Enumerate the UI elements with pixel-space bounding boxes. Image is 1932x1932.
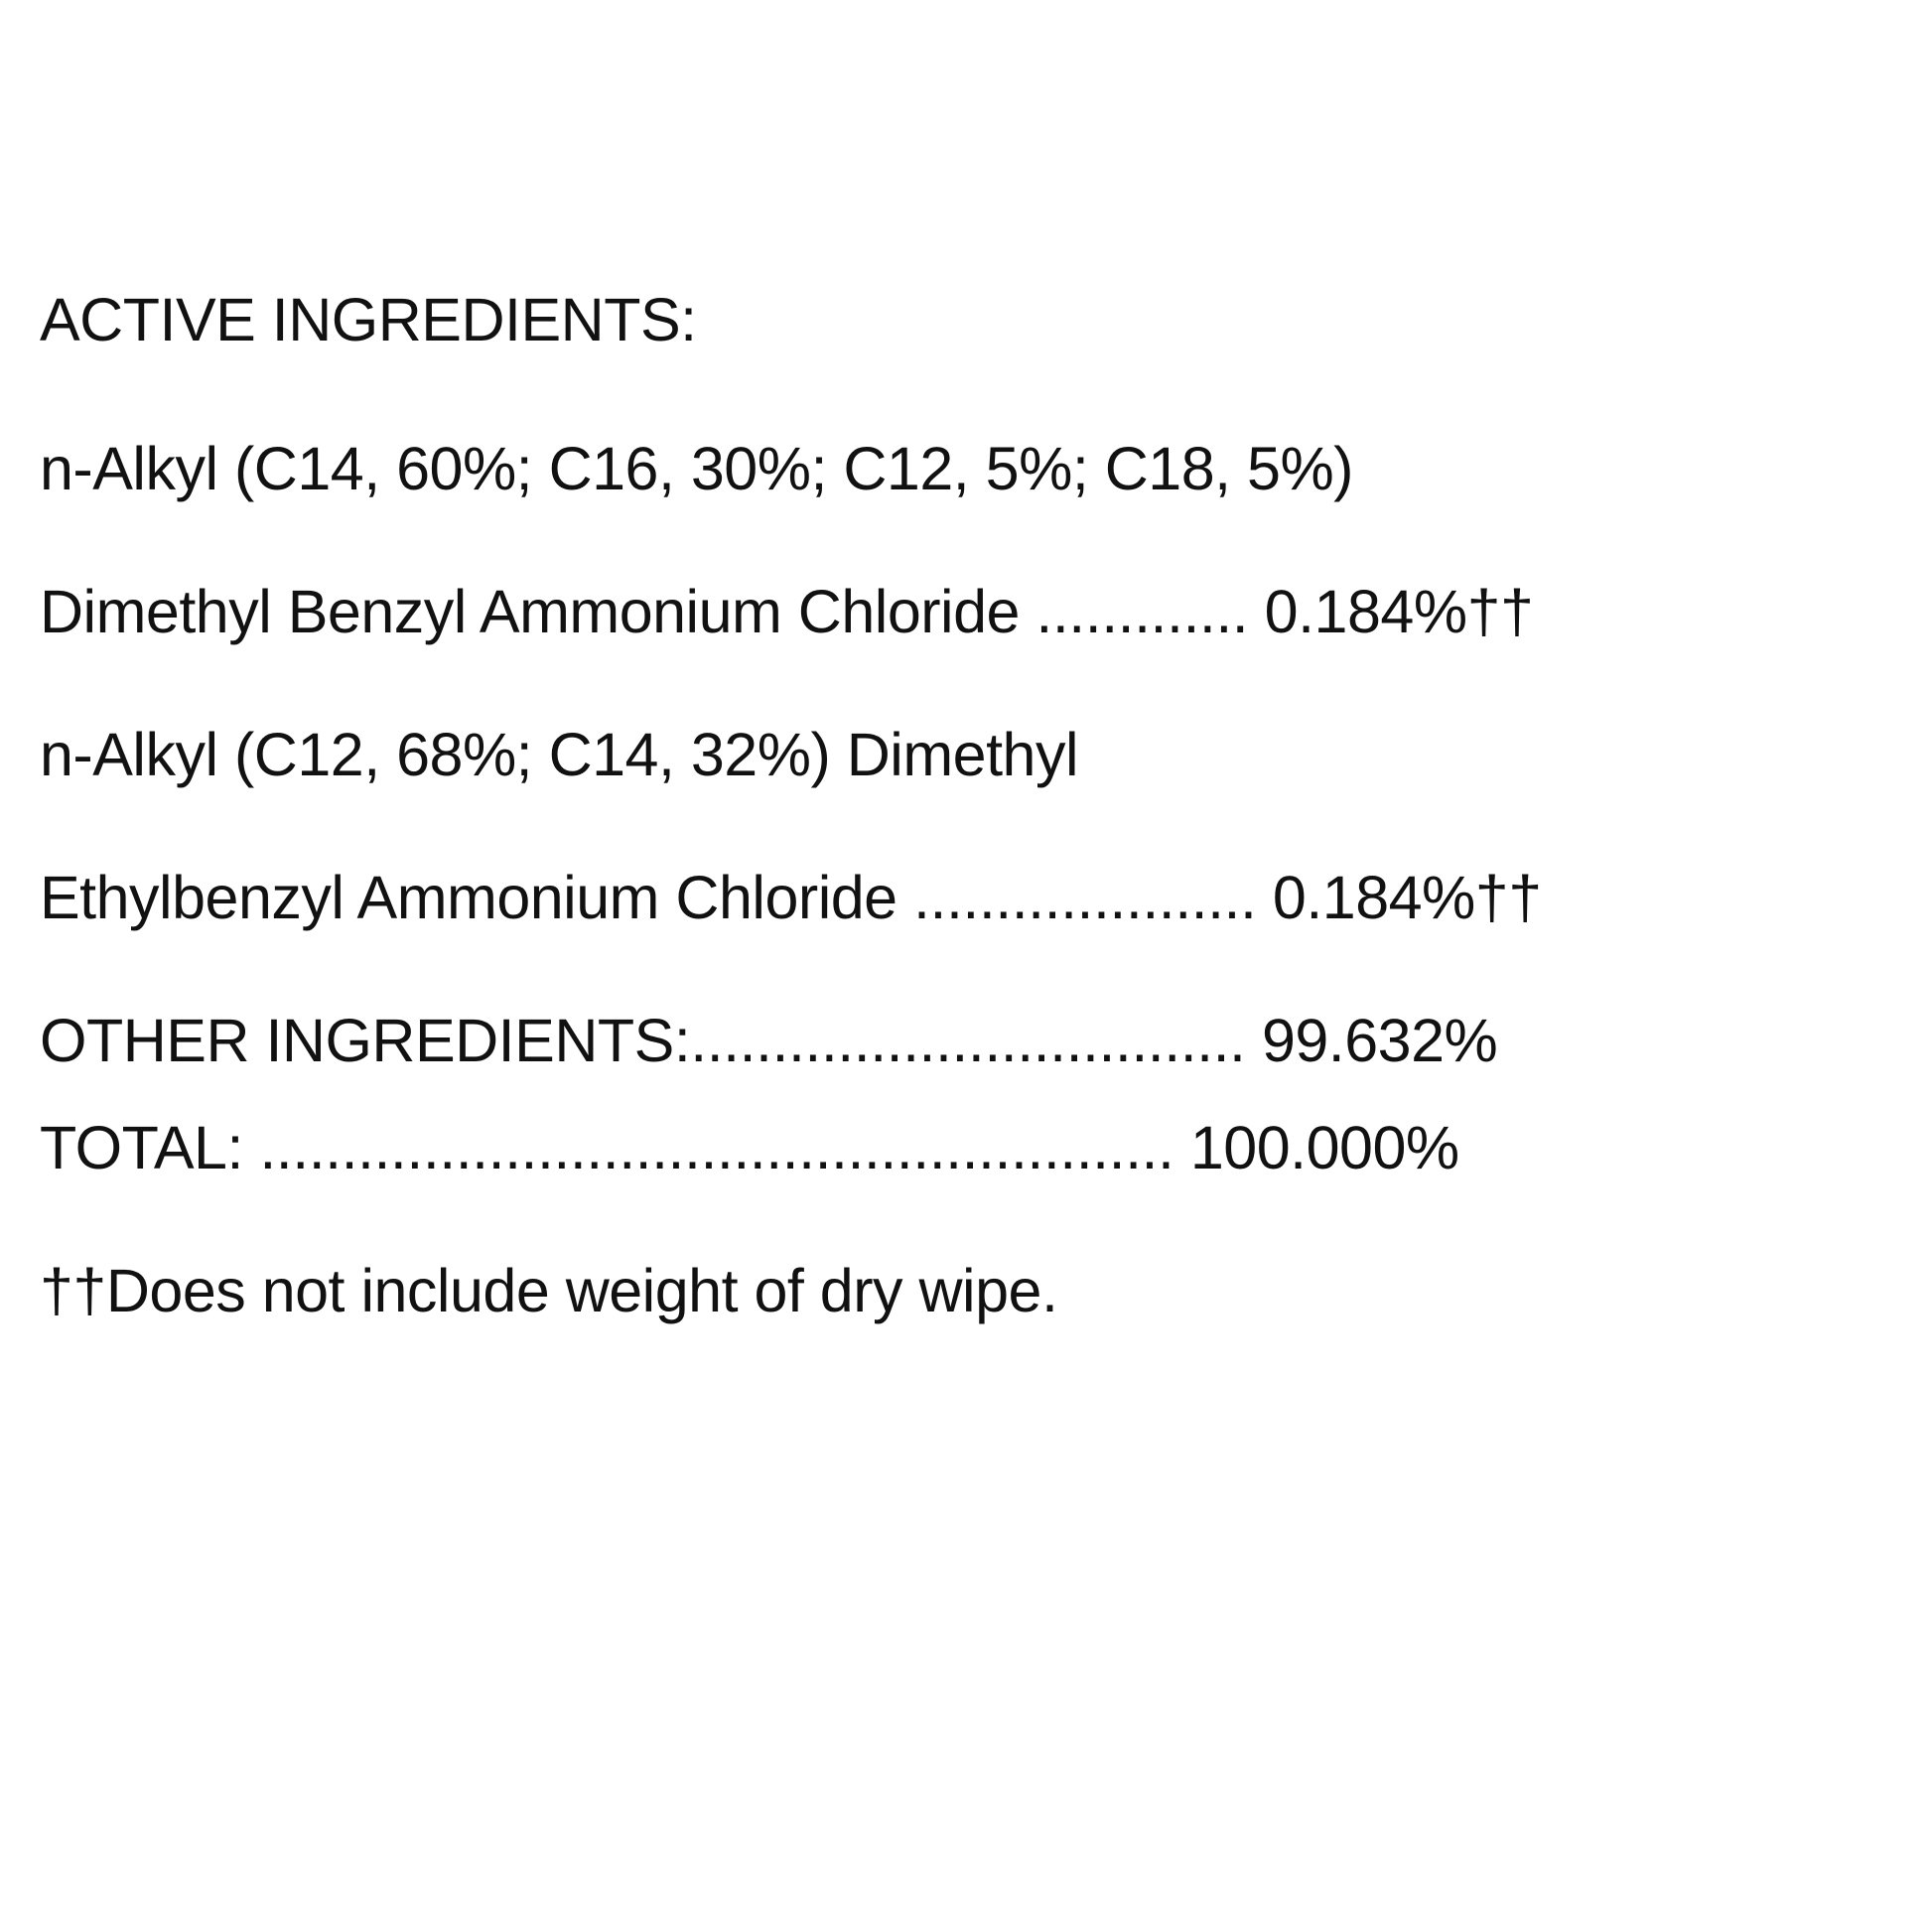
ingredient-list <box>40 286 1896 1325</box>
total-line: TOTAL: ........................................................ 100.000% <box>40 1114 1459 1182</box>
active-ingredient-2-line-2: Ethylbenzyl Ammonium Chloride ..................... 0.184%†† <box>40 864 1542 932</box>
active-ingredient-2-line-1: n-Alkyl (C12, 68%; C14, 32%) Dimethyl <box>40 721 1078 789</box>
active-ingredient-1-line-2: Dimethyl Benzyl Ammonium Chloride ............. 0.184%†† <box>40 578 1534 646</box>
spacer <box>40 351 1896 437</box>
active-ingredients-heading: ACTIVE INGREDIENTS: <box>40 286 697 353</box>
spacer <box>40 643 1896 723</box>
spacer <box>40 929 1896 1009</box>
spacer <box>40 786 1896 866</box>
spacer <box>40 1072 1896 1116</box>
spacer <box>40 500 1896 580</box>
footnote-dry-wipe: ††Does not include weight of dry wipe. <box>40 1257 1058 1325</box>
spacer <box>40 1179 1896 1259</box>
active-ingredient-1-line-1: n-Alkyl (C14, 60%; C16, 30%; C12, 5%; C18, 5%) <box>40 435 1353 503</box>
other-ingredients-line: OTHER INGREDIENTS:.................................. 99.632% <box>40 1007 1498 1075</box>
